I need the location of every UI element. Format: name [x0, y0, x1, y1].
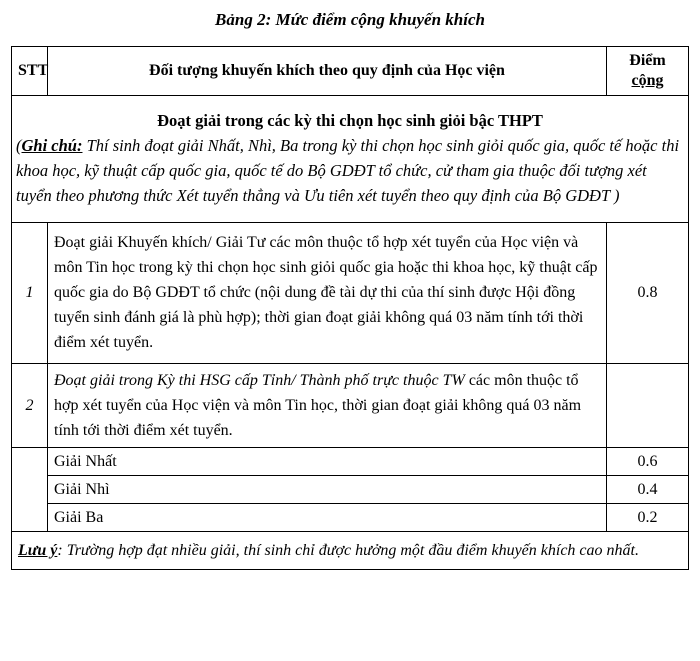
- footer-row: [12, 532, 689, 570]
- row-description-rest: các môn thuộc tổ hợp xét tuyển của Học viện và môn Tin học, thời gian đoạt giải không quá 03 năm tính tới thời điểm xét tuyển.: [54, 372, 582, 439]
- table-header-row: [12, 47, 689, 96]
- header-stt: STT: [12, 47, 48, 96]
- footer-text: : Trường hợp đạt nhiều giải, thí sinh chỉ được hưởng một đầu điểm khuyến khích cao nhất.: [57, 542, 639, 559]
- header-score: [607, 47, 689, 96]
- note-label: Ghi chú:: [21, 136, 83, 155]
- prize-row: [12, 448, 689, 476]
- section-title: Đoạt giải trong các kỳ thi chọn học sinh giỏi bậc THPT: [157, 111, 543, 130]
- prize-score: 0.4: [607, 476, 689, 504]
- prize-name: Giải Nhì: [48, 476, 607, 504]
- row-score: 0.8: [607, 223, 689, 364]
- row-description: Đoạt giải Khuyến khích/ Giải Tư các môn thuộc tổ hợp xét tuyển của Học viện và môn Tin học trong kỳ thi chọn học sinh giỏi quốc gia hoặc thi khoa học, kỹ thuật cấp quốc gia do Bộ GDĐT tổ chức (nội dung đề tài dự thi của thí sinh được Hội đồng tuyển sinh đánh giá là phù hợp); thời gian đoạt giải không quá 03 năm tính tới thời điểm xét tuyển.: [48, 223, 607, 364]
- table-row: [12, 223, 689, 364]
- header-score-line2: cộng: [631, 72, 664, 89]
- row-stt: 1: [12, 223, 48, 364]
- row-description-italic: Đoạt giải trong Kỳ thi HSG cấp Tỉnh/ Thành phố trực thuộc TW: [54, 372, 465, 389]
- section-note: [16, 133, 684, 208]
- prize-name: Giải Nhất: [48, 448, 607, 476]
- prize-stt-empty: [12, 448, 48, 532]
- row-description: [48, 364, 607, 448]
- row-stt: 2: [12, 364, 48, 448]
- prize-score: 0.6: [607, 448, 689, 476]
- row-score: [607, 364, 689, 448]
- prize-row: [12, 476, 689, 504]
- prize-name: Giải Ba: [48, 504, 607, 532]
- table-caption: Bảng 2: Mức điểm cộng khuyến khích: [215, 10, 485, 29]
- section-row: [12, 96, 689, 223]
- table-row: [12, 364, 689, 448]
- prize-row: [12, 504, 689, 532]
- footer-label: Lưu ý: [18, 542, 58, 559]
- header-score-line1: Điểm: [629, 52, 666, 69]
- prize-score: 0.2: [607, 504, 689, 532]
- note-open: (: [16, 136, 22, 155]
- footer-note: [12, 532, 689, 570]
- bonus-score-table: [11, 46, 689, 570]
- header-subject: Đối tượng khuyến khích theo quy định của Học viện: [48, 47, 607, 96]
- note-text: Thí sinh đoạt giải Nhất, Nhì, Ba trong kỳ thi chọn học sinh giỏi quốc gia, quốc tế hoặc thi khoa học, kỹ thuật cấp quốc gia, quốc tế do Bộ GDĐT tổ chức, cử tham gia thuộc đối tượng xét tuyển theo phương thức Xét tuyển thẳng và Ưu tiên xét tuyển theo quy định của Bộ GDĐT ): [16, 136, 680, 205]
- section-cell: [12, 96, 689, 223]
